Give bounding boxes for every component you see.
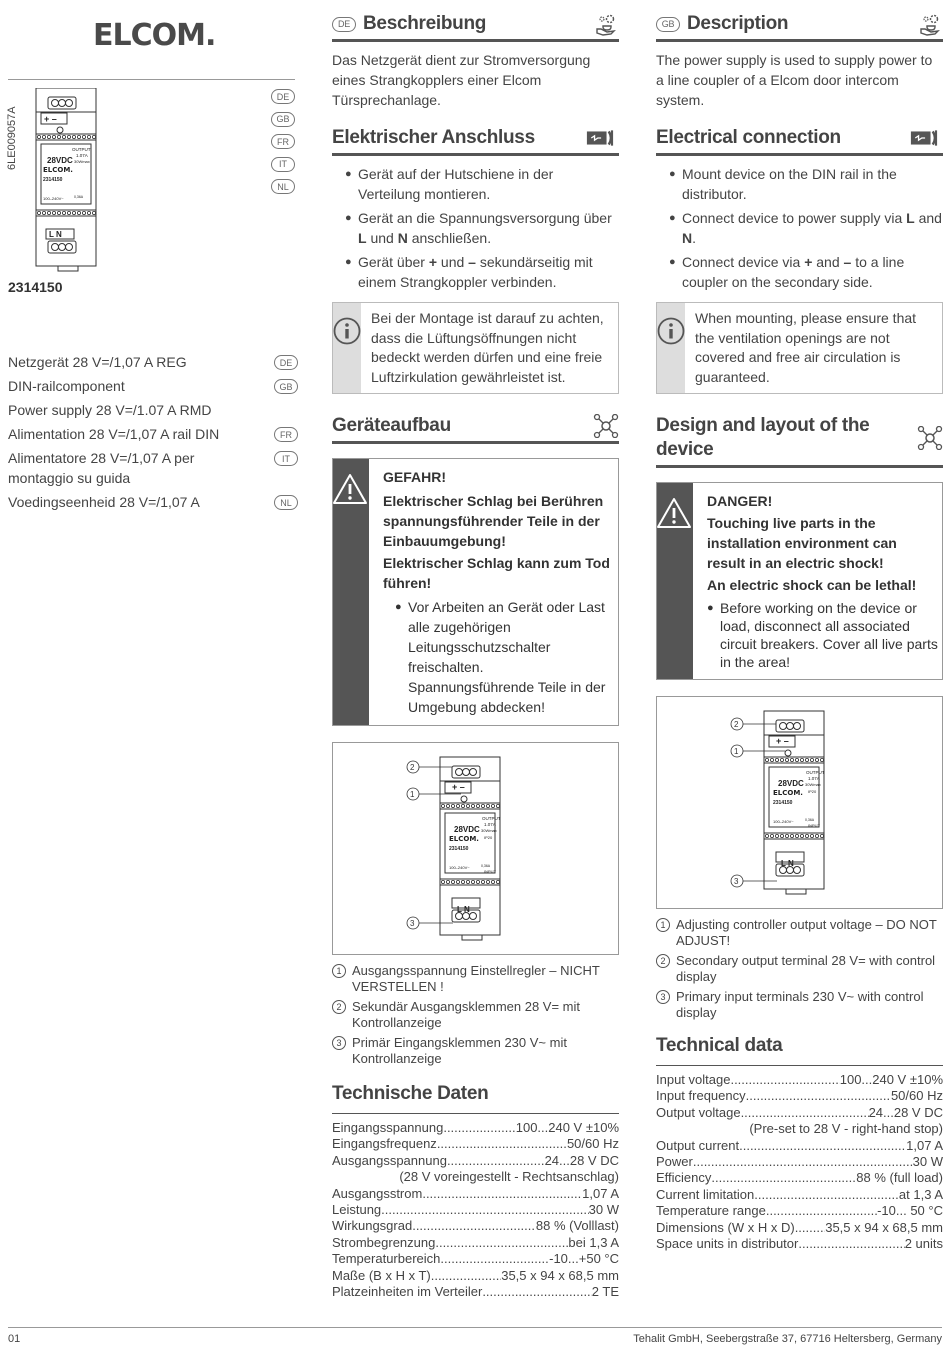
section-header-description — [332, 12, 619, 42]
legend-item: 3 Primär Eingangsklemmen 230 V~ mit Kontrollanzeige — [332, 1035, 619, 1067]
svg-text:1.07A: 1.07A — [484, 822, 496, 827]
svg-text:+ –: + – — [44, 114, 57, 124]
language-badges — [271, 89, 295, 202]
description-text: The power supply is used to supply power to a line coupler of a Elcom door intercom system. — [656, 52, 933, 108]
lang-badge-de: DE — [271, 89, 295, 104]
section-title: Beschreibung — [363, 13, 487, 34]
tech-row: Output voltage ..... 24...28 V DC — [656, 1105, 943, 1121]
lang-badge-it: IT — [271, 157, 295, 172]
connection-steps — [332, 164, 619, 292]
variant-item: Alimentatore 28 V=/1,07 A per montaggio su guida IT — [8, 448, 298, 488]
section-title: Electrical connection — [656, 127, 841, 148]
danger-bullet: ● Vor Arbeiten an Gerät oder Last alle zugehörigen Leitungsschutzschalter freischalten. Spannungsführende Teile in der Umgebung abdecken! — [395, 597, 610, 717]
danger-title: DANGER! — [707, 493, 773, 509]
svg-text:OUTPUT: OUTPUT — [482, 816, 501, 821]
warning-icon — [333, 473, 369, 507]
tech-table — [332, 1120, 619, 1300]
svg-text:0,36A: 0,36A — [805, 818, 815, 822]
section-title-tech: Technical data — [656, 1035, 943, 1066]
svg-text:28VDC: 28VDC — [778, 779, 804, 788]
tech-row: Platzeinheiten im Verteiler ..... 2 TE — [332, 1284, 619, 1300]
legend-item: 1 Ausgangsspannung Einstellregler – NICHT VERSTELLEN ! — [332, 963, 619, 995]
svg-text:ELCOM.: ELCOM. — [43, 166, 73, 174]
danger-line: Touching live parts in the installation environment can result in an electric shock! — [707, 515, 897, 571]
tech-row: Input voltage ..... 100...240 V ±10% — [656, 1072, 943, 1088]
tech-row: Input frequency ..... 50/60 Hz — [656, 1088, 943, 1104]
section-title: Elektrischer Anschluss — [332, 127, 535, 148]
tech-row: Maße (B x H x T) ..... 35,5 x 94 x 68,5 mm — [332, 1268, 619, 1284]
svg-text:OUTPUT: OUTPUT — [72, 147, 91, 152]
svg-text:IP20: IP20 — [808, 789, 817, 794]
tech-note: (28 V voreingestellt - Rechtsanschlag) — [399, 1169, 619, 1185]
svg-text:2: 2 — [734, 720, 739, 729]
tech-row: Strombegrenzung ..... bei 1,3 A — [332, 1235, 619, 1251]
figure-legend — [332, 963, 619, 1067]
tech-row: Current limitation ..... at 1,3 A — [656, 1187, 943, 1203]
divider — [8, 79, 295, 80]
section-header-layout — [332, 414, 619, 444]
footer-divider — [8, 1327, 942, 1328]
svg-text:INPUT: INPUT — [484, 869, 496, 874]
info-icon — [333, 317, 361, 345]
description-text: Das Netzgerät dient zur Stromversorgung eines Strangkopplers einer Elcom Türsprechanlage. — [332, 52, 591, 108]
figure-legend — [656, 917, 943, 1021]
lang-badge-fr: FR — [271, 134, 295, 149]
device-illustration — [30, 88, 102, 273]
note-text: Bei der Montage ist darauf zu achten, dass die Lüftungsöffnungen nicht bedeckt werden dürfen und eine freie Luftzirkulation gewährleistet ist. — [371, 310, 604, 385]
tech-row: Output current ..... 1,07 A — [656, 1138, 943, 1154]
network-icon — [593, 414, 619, 438]
connection-steps — [656, 164, 943, 292]
device-figure — [332, 742, 619, 955]
danger-box — [656, 482, 943, 680]
svg-text:2: 2 — [410, 763, 415, 772]
device-diagram — [333, 743, 620, 956]
svg-text:IP20: IP20 — [484, 835, 493, 840]
svg-text:2314150: 2314150 — [773, 800, 793, 806]
svg-text:3: 3 — [410, 919, 415, 928]
legend-item: 3 Primary input terminals 230 V~ with control display — [656, 989, 943, 1021]
svg-text:0,36A: 0,36A — [481, 864, 491, 868]
svg-text:1.07A: 1.07A — [808, 776, 820, 781]
hand-gear-icon — [593, 12, 619, 36]
svg-text:100–240V~: 100–240V~ — [773, 819, 794, 824]
danger-bullet: ● Before working on the device or load, disconnect all associated circuit breakers. Cover all live parts in the area! — [707, 599, 938, 671]
column-gb — [656, 12, 943, 1252]
tech-row: Ausgangsspannung ..... 24...28 V DC — [332, 1153, 619, 1169]
svg-text:28VDC: 28VDC — [454, 825, 480, 834]
legend-item: 1 Adjusting controller output voltage – DO NOT ADJUST! — [656, 917, 943, 949]
danger-box — [332, 458, 619, 726]
variant-item: DIN-railcomponent GB — [8, 376, 298, 396]
danger-title: GEFAHR! — [383, 469, 446, 485]
svg-text:30Wmax: 30Wmax — [481, 828, 497, 833]
tech-row: Space units in distributor ..... 2 units — [656, 1236, 943, 1252]
product-variants — [8, 352, 298, 516]
section-header-connection — [332, 126, 619, 156]
svg-text:L N: L N — [781, 859, 794, 868]
danger-line: Elektrischer Schlag bei Berühren spannungsführender Teile in der Einbauumgebung! — [383, 493, 604, 549]
svg-text:28VDC: 28VDC — [47, 156, 73, 165]
tech-row: Eingangsspannung ..... 100...240 V ±10% — [332, 1120, 619, 1136]
svg-text:+ –: + – — [452, 782, 465, 792]
svg-text:+ –: + – — [776, 736, 789, 746]
list-item: ● Gerät an die Spannungsversorgung über L und N anschließen. — [345, 208, 619, 248]
network-icon — [917, 426, 943, 450]
svg-text:ELCOM.: ELCOM. — [449, 835, 479, 843]
info-note — [332, 302, 619, 394]
variant-item: Voedingseenheid 28 V=/1,07 A NL — [8, 492, 298, 512]
section-title: Description — [687, 13, 789, 34]
legend-item: 2 Sekundär Ausgangsklemmen 28 V= mit Kontrollanzeige — [332, 999, 619, 1031]
article-number: 2314150 — [8, 279, 63, 295]
device-figure — [656, 696, 943, 909]
svg-text:30Wmax: 30Wmax — [74, 159, 90, 164]
tech-row: Leistung ..... 30 W — [332, 1202, 619, 1218]
tech-table — [656, 1072, 943, 1252]
page-number: 01 — [8, 1333, 21, 1345]
svg-text:100–240V~: 100–240V~ — [449, 865, 470, 870]
danger-line: An electric shock can be lethal! — [707, 577, 917, 593]
tech-row: Temperaturbereich ..... -10...+50 °C — [332, 1251, 619, 1267]
footer-address: Tehalit GmbH, Seebergstraße 37, 67716 Heltersberg, Germany — [633, 1333, 942, 1345]
svg-text:L N: L N — [457, 905, 470, 914]
warning-icon — [657, 497, 693, 531]
info-icon — [657, 317, 685, 345]
tech-row: Eingangsfrequenz ..... 50/60 Hz — [332, 1136, 619, 1152]
tech-row: Temperature range ..... -10... 50 °C — [656, 1203, 943, 1219]
tech-row: Wirkungsgrad ..... 88 % (Volllast) — [332, 1218, 619, 1234]
svg-text:1: 1 — [410, 790, 415, 799]
tech-row: Dimensions (W x H x D) ..... 35,5 x 94 x 68,5 mm — [656, 1220, 943, 1236]
svg-text:2314150: 2314150 — [43, 177, 63, 183]
note-text: When mounting, please ensure that the ventilation openings are not covered and free air circulation is guaranteed. — [695, 310, 917, 385]
tech-row: Ausgangsstrom ..... 1,07 A — [332, 1186, 619, 1202]
column-de — [332, 12, 619, 1300]
list-item: ● Gerät auf der Hutschiene in der Verteilung montieren. — [345, 164, 619, 204]
list-item: ● Mount device on the DIN rail in the distributor. — [669, 164, 943, 204]
tech-row: Efficiency ..... 88 % (full load) — [656, 1170, 943, 1186]
list-item: ● Gerät über + und – sekundärseitig mit einem Strangkoppler verbinden. — [345, 252, 619, 292]
legend-item: 2 Secondary output terminal 28 V= with control display — [656, 953, 943, 985]
info-note — [656, 302, 943, 394]
lang-badge: GB — [656, 17, 680, 32]
svg-text:2314150: 2314150 — [449, 846, 469, 852]
svg-text:100–240V~: 100–240V~ — [43, 196, 64, 201]
lang-badge-gb: GB — [271, 112, 295, 127]
hand-gear-icon — [917, 12, 943, 36]
variant-item: Alimentation 28 V=/1,07 A rail DIN FR — [8, 424, 298, 444]
list-item: ● Connect device to power supply via L and N. — [669, 208, 943, 248]
lang-badge: DE — [332, 17, 356, 32]
svg-text:L N: L N — [49, 230, 62, 239]
brand-logo: ELCOM. — [93, 18, 216, 53]
section-header-connection — [656, 126, 943, 156]
svg-text:ELCOM.: ELCOM. — [773, 789, 803, 797]
svg-text:30Wmax: 30Wmax — [805, 782, 821, 787]
svg-text:OUTPUT: OUTPUT — [806, 770, 825, 775]
svg-text:0,36A: 0,36A — [74, 195, 84, 199]
section-header-description — [656, 12, 943, 42]
device-diagram — [657, 697, 944, 910]
variant-item: Netzgerät 28 V=/1,07 A REG DE — [8, 352, 298, 372]
svg-text:INPUT: INPUT — [808, 823, 820, 828]
variant-item: Power supply 28 V=/1.07 A RMD — [8, 402, 212, 418]
tech-row: Power ..... 30 W — [656, 1154, 943, 1170]
tech-note: (Pre-set to 28 V - right-hand stop) — [749, 1121, 943, 1137]
section-title: Design and layout of the device — [656, 415, 870, 460]
plug-icon — [905, 126, 943, 150]
svg-text:3: 3 — [734, 877, 739, 886]
danger-line: Elektrischer Schlag kann zum Tod führen! — [383, 555, 610, 591]
section-title: Geräteaufbau — [332, 415, 451, 436]
svg-text:1: 1 — [734, 747, 739, 756]
document-number: 6LE009057A — [6, 106, 18, 170]
svg-text:1.07A: 1.07A — [76, 153, 88, 158]
section-header-layout — [656, 414, 943, 468]
list-item: ● Connect device via + and – to a line coupler on the secondary side. — [669, 252, 943, 292]
lang-badge-nl: NL — [271, 179, 295, 194]
section-title-tech: Technische Daten — [332, 1083, 619, 1114]
plug-icon — [581, 126, 619, 150]
